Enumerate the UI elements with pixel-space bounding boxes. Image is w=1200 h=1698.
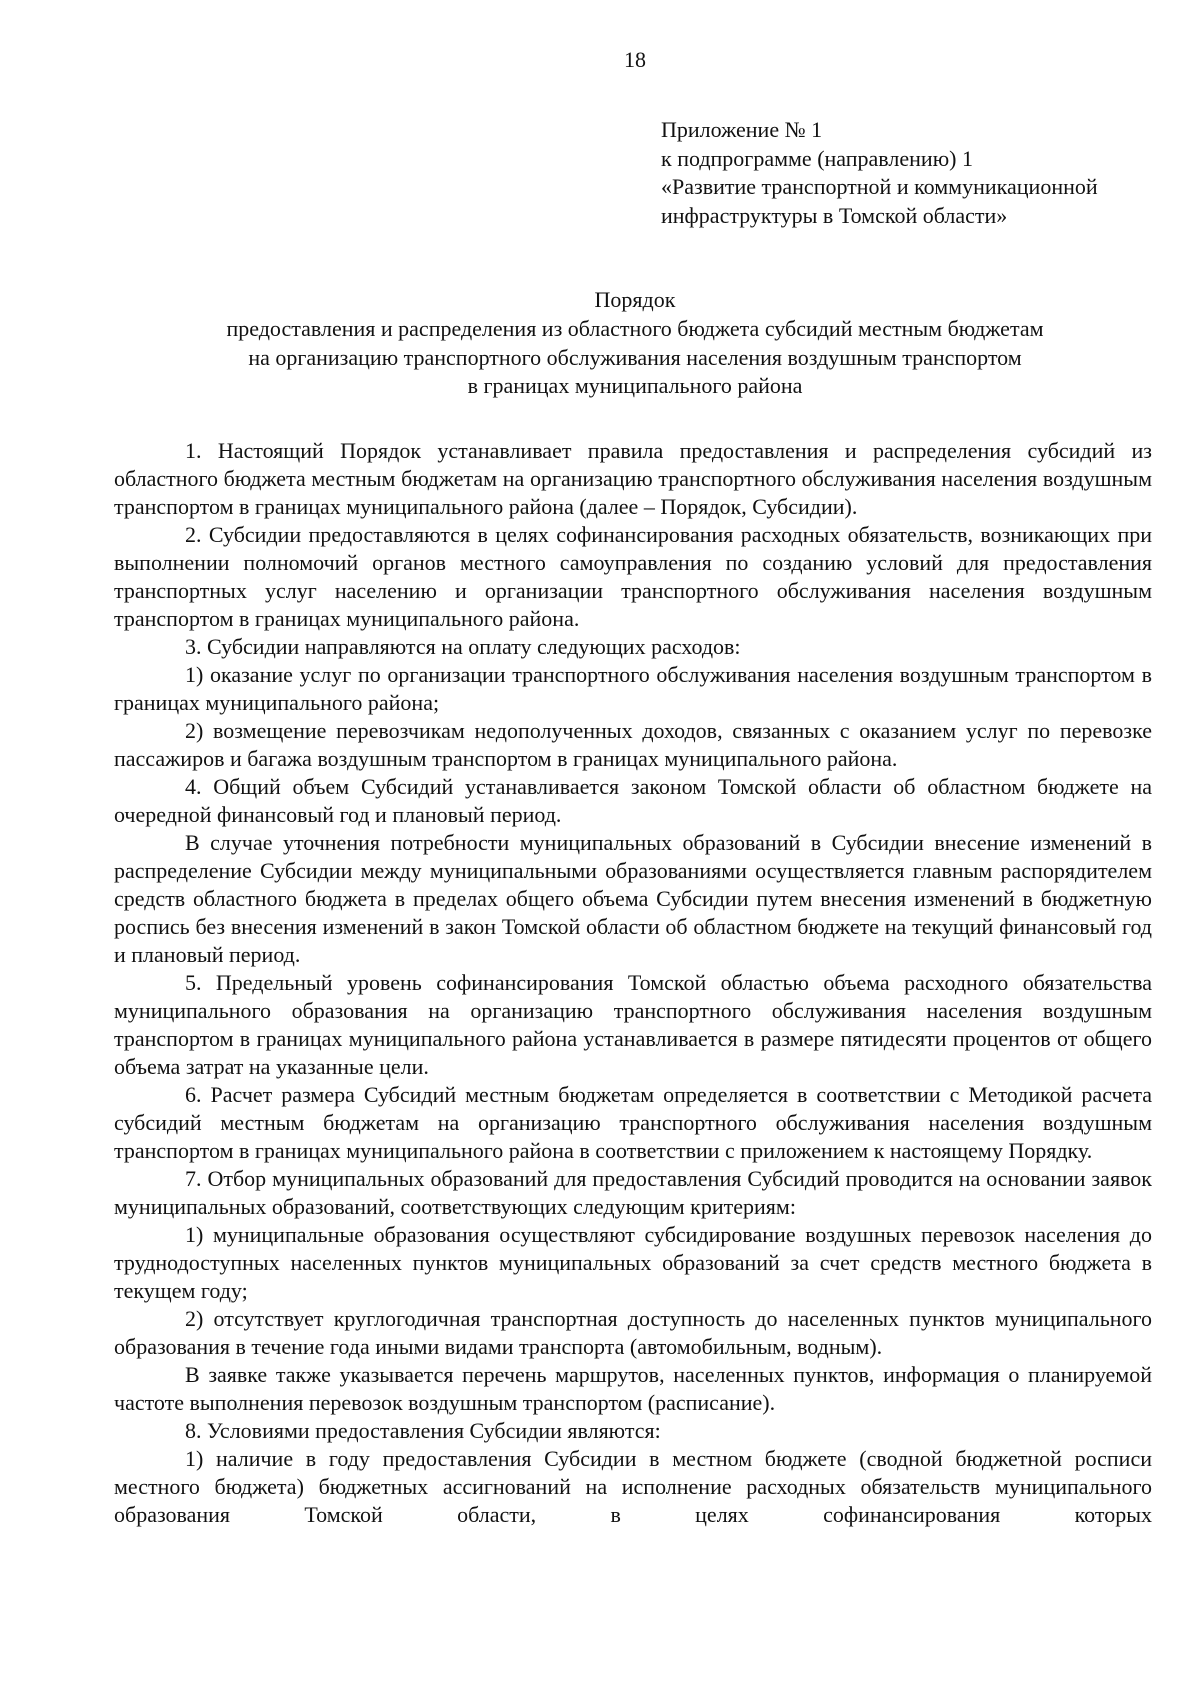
paragraph: 1) наличие в году предоставления Субсидии в местном бюджете (сводной бюджетной росписи местного бюджета) бюджетных ассигнований на исполнение расходных обязательств муниципального образования Томской области, в целях софинансирования которых xyxy=(114,1446,1152,1527)
paragraph: 8. Условиями предоставления Субсидии являются: xyxy=(185,1418,661,1443)
title-line: предоставления и распределения из областного бюджета субсидий местным бюджетам xyxy=(226,315,1044,341)
document-body xyxy=(114,437,1152,1529)
paragraph: 1. Настоящий Порядок устанавливает правила предоставления и распределения субсидий из областного бюджета местным бюджетам на организацию транспортного обслуживания населения воздушным транспортом в границах муниципального района (далее – Порядок, Субсидии). xyxy=(114,438,1152,519)
paragraph: 2) возмещение перевозчикам недополученных доходов, связанных с оказанием услуг по перевозке пассажиров и багажа воздушным транспортом в границах муниципального района. xyxy=(114,718,1152,771)
appendix-line: к подпрограмме (направлению) 1 xyxy=(661,145,973,171)
paragraph: В заявке также указывается перечень маршрутов, населенных пунктов, информация о планируемой частоте выполнения перевозок воздушным транспортом (расписание). xyxy=(114,1362,1152,1415)
paragraph: 2) отсутствует круглогодичная транспортная доступность до населенных пунктов муниципального образования в течение года иными видами транспорта (автомобильным, водным). xyxy=(114,1306,1152,1359)
paragraph: 6. Расчет размера Субсидий местным бюджетам определяется в соответствии с Методикой расчета субсидий местным бюджетам на организацию транспортного обслуживания населения воздушным транспортом в границах муниципального района в соответствии с приложением к настоящему Порядку. xyxy=(114,1082,1152,1163)
page-number: 18 xyxy=(624,47,646,72)
paragraph: В случае уточнения потребности муниципальных образований в Субсидии внесение изменений в распределение Субсидии между муниципальными образованиями осуществляется главным распорядителем средств областного бюджета в пределах общего объема Субсидии путем внесения изменений в бюджетную роспись без внесения изменений в закон Томской области об областном бюджете на текущий финансовый год и плановый период. xyxy=(114,830,1152,967)
title-heading: Порядок xyxy=(594,287,676,312)
appendix-line: Приложение № 1 xyxy=(661,117,823,142)
appendix-line: инфраструктуры в Томской области» xyxy=(661,202,1008,228)
document-title xyxy=(150,286,1120,401)
paragraph: 1) муниципальные образования осуществляют субсидирование воздушных перевозок населения до труднодоступных населенных пунктов муниципальных образований за счет средств местного бюджета в текущем году; xyxy=(114,1222,1152,1303)
paragraph: 4. Общий объем Субсидий устанавливается законом Томской области об областном бюджете на очередной финансовый год и плановый период. xyxy=(114,774,1152,827)
paragraph: 1) оказание услуг по организации транспортного обслуживания населения воздушным транспортом в границах муниципального района; xyxy=(114,662,1152,715)
appendix-header xyxy=(661,116,1161,230)
title-line: в границах муниципального района xyxy=(467,373,803,399)
appendix-line: «Развитие транспортной и коммуникационной xyxy=(661,174,1098,200)
paragraph: 7. Отбор муниципальных образований для предоставления Субсидий проводится на основании заявок муниципальных образований, соответствующих следующим критериям: xyxy=(114,1166,1152,1219)
paragraph: 5. Предельный уровень софинансирования Томской областью объема расходного обязательства муниципального образования на организацию транспортного обслуживания населения воздушным транспортом в границах муниципального района устанавливается в размере пятидесяти процентов от общего объема затрат на указанные цели. xyxy=(114,970,1152,1079)
paragraph: 3. Субсидии направляются на оплату следующих расходов: xyxy=(185,634,741,659)
paragraph: 2. Субсидии предоставляются в целях софинансирования расходных обязательств, возникающих при выполнении полномочий органов местного самоуправления по созданию условий для предоставления транспортных услуг населению и организации транспортного обслуживания населения воздушным транспортом в границах муниципального района. xyxy=(114,522,1152,631)
title-line: на организацию транспортного обслуживания населения воздушным транспортом xyxy=(248,344,1022,370)
